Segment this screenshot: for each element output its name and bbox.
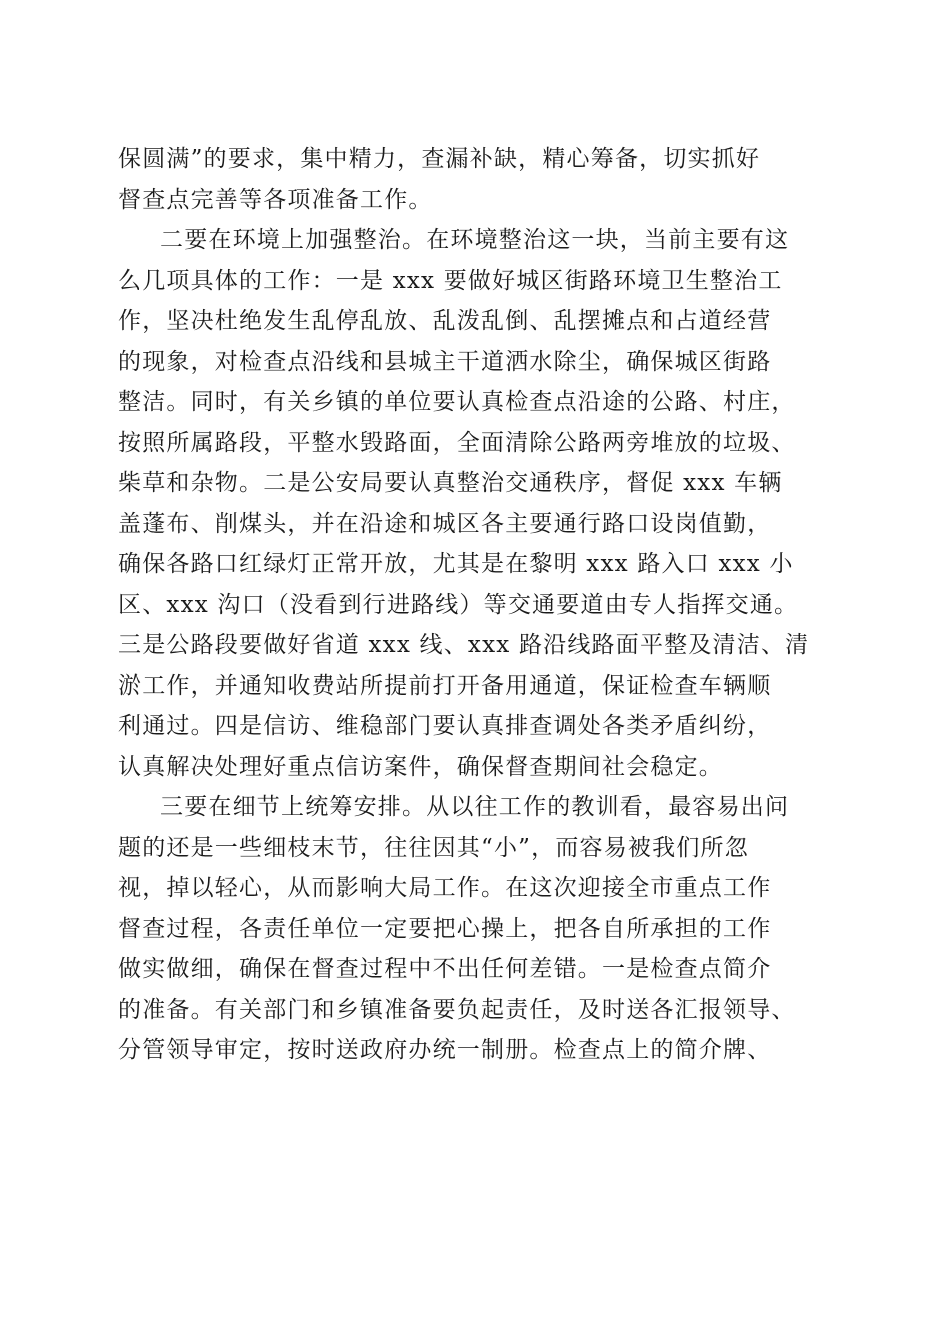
text-line: 作，坚决杜绝发生乱停乱放、乱泼乱倒、乱摆摊点和占道经营	[118, 308, 772, 334]
text-line: 利通过。四是信访、维稳部门要认真排查调处各类矛盾纠纷，	[118, 713, 772, 739]
text-line: 督查点完善等各项准备工作。	[118, 186, 433, 213]
text-line: 确保各路口红绿灯正常开放，尤其是在黎明 xxx 路入口 xxx 小	[118, 551, 794, 577]
text-line: 三是公路段要做好省道 xxx 线、xxx 路沿线路面平整及清洁、清	[118, 632, 810, 658]
text-line: 么几项具体的工作：一是 xxx 要做好城区街路环境卫生整治工	[118, 267, 783, 294]
document-body	[118, 139, 838, 1071]
paragraph-start-line: 三要在细节上统筹安排。从以往工作的教训看，最容易出问	[160, 794, 790, 820]
text-line: 淤工作，并通知收费站所提前打开备用通道，保证检查车辆顺	[118, 672, 772, 699]
text-line: 分管领导审定，按时送政府办统一制册。检查点上的简介牌、	[118, 1037, 772, 1063]
text-line: 按照所属路段，平整水毁路面，全面清除公路两旁堆放的垃圾、	[118, 429, 796, 456]
text-line: 督查过程，各责任单位一定要把心操上，把各自所承担的工作	[118, 915, 772, 942]
text-line: 柴草和杂物。二是公安局要认真整治交通秩序，督促 xxx 车辆	[118, 470, 783, 496]
text-line: 题的还是一些细枝末节，往往因其“小”，而容易被我们所忽	[118, 834, 749, 861]
text-line: 保圆满”的要求，集中精力，查漏补缺，精心筹备，切实抓好	[118, 146, 761, 172]
text-line: 做实做细，确保在督查过程中不出任何差错。一是检查点简介	[118, 956, 772, 982]
paragraph-start-line: 二要在环境上加强整治。在环境整治这一块，当前主要有这	[160, 227, 790, 253]
text-line: 认真解决处理好重点信访案件，确保督查期间社会稳定。	[118, 753, 723, 780]
text-line: 盖蓬布、削煤头，并在沿途和城区各主要通行路口设岗值勤，	[118, 510, 772, 537]
text-line: 视，掉以轻心，从而影响大局工作。在这次迎接全市重点工作	[118, 875, 772, 901]
text-line: 整洁。同时，有关乡镇的单位要认真检查点沿途的公路、村庄，	[118, 389, 796, 415]
text-line: 区、xxx 沟口（没看到行进路线）等交通要道由专人指挥交通。	[118, 591, 799, 618]
text-line: 的准备。有关部门和乡镇准备要负起责任，及时送各汇报领导、	[118, 996, 796, 1023]
text-line: 的现象，对检查点沿线和县城主干道洒水除尘，确保城区街路	[118, 348, 772, 375]
